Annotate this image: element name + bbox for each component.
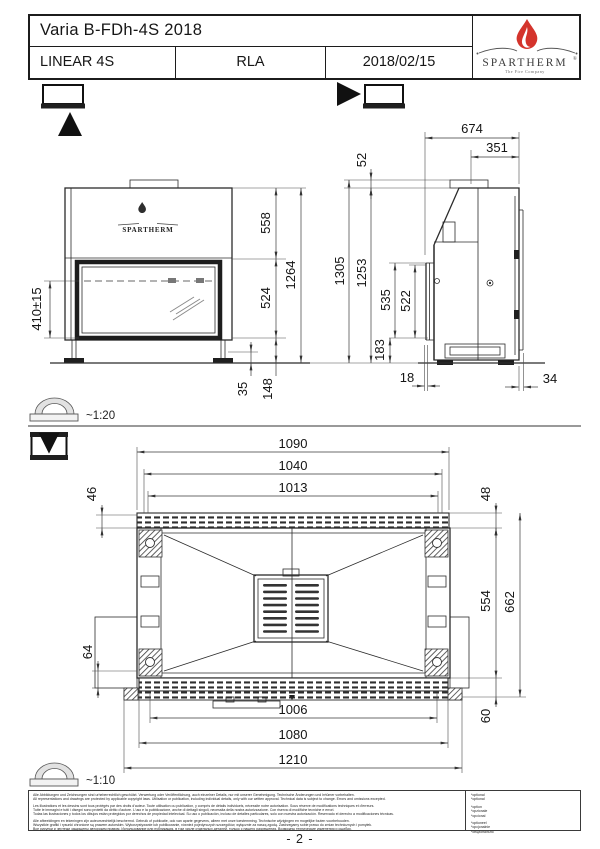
dim-label: 52 (354, 152, 369, 168)
dim-label: 1006 (278, 702, 308, 717)
brand-tagline: The Fire Company (505, 69, 545, 74)
dim-label: 554 (478, 590, 493, 612)
disclaimer-line: Alle afbeeldingen en tekeningen zijn auteursrechtelijk beschermd. Gebruik of publicatie, ook van aparte gegevens, alleen met onze toestemming. Technische wijzigingen en mogelijke fouten voorbehouden. (33, 818, 350, 823)
front-view-dimensions (29, 188, 306, 400)
scale-label-upper: ~1:20 (86, 410, 116, 422)
view-direction-top-icon (30, 432, 68, 460)
dim-label: 1253 (354, 258, 369, 288)
dim-label: 558 (258, 212, 273, 234)
optional-notes (465, 791, 580, 834)
dim-label: 60 (478, 708, 493, 724)
disclaimer-line: Все рисунки и чертежи защищены авторским правом. Использование или публикация, в том числе отдельных деталей, только с нашего разрешения. Возможны технические изменения и ошибки. (33, 827, 352, 832)
dim-label: 148 (260, 378, 275, 400)
revision-date: 2018/02/15 (362, 54, 436, 70)
front-logo (118, 202, 178, 234)
model-name: LINEAR 4S (30, 47, 176, 78)
dim-label: 48 (478, 486, 493, 502)
dim-label: 1080 (278, 727, 308, 742)
dim-label: 662 (502, 591, 517, 613)
note-line: *opcional (471, 813, 486, 818)
revision-code: RLA (176, 47, 326, 78)
disclaimer-line: Les illustrations et les dessins sont tous protégés par des droits d'auteur. Toute utilisation ou publication, y compris de détails individuels, nécessite notre autorisation. Sous réserve de modifications techniques et d'erreurs. (33, 803, 375, 808)
dim-label: 674 (461, 121, 483, 136)
scale-label-lower: ~1:10 (86, 775, 116, 787)
dim-label: 1090 (278, 436, 308, 451)
brand-name: SPARTHERM (482, 57, 568, 69)
plan-view (95, 513, 469, 708)
disclaimer-line: Alle Abbildungen und Zeichnungen sind urheberrechtlich geschützt. Verwertung oder Veröffentlichung, auch einzelner Details, nur mit unserer Genehmigung. Technische Änderungen und Irrtümer vorbehalten. (33, 793, 355, 797)
note-line: *опционально (471, 829, 494, 834)
legal-footer (28, 790, 581, 834)
registered-mark: ® (573, 57, 577, 62)
disclaimer-line: Todas las ilustraciones y todos los dibujos están protegidos por derechos de propiedad intelectual. Su uso o publicación, incluso de detalles particulares, solo con nuestra autorización. Reservado el derecho a modificaciones técnicas. (33, 812, 394, 817)
copyright-disclaimer (29, 791, 465, 830)
dim-label: 18 (399, 370, 415, 385)
note-line: *opcjonalnie (471, 825, 491, 830)
brand-logo (472, 16, 581, 78)
disclaimer-line: Wszystkie grafiki i rysunki chronione są prawem autorskim. Wykorzystywanie lub publikowanie, również pojedynczych szczegółów, wyłącznie za naszą zgodą. Zastrzegamy sobie prawo do zmian technicznych i pomyłek. (33, 823, 373, 828)
note-line: *optioneel (471, 821, 487, 826)
note-line: *optional (471, 793, 485, 797)
front-view (50, 180, 310, 363)
dim-label: 183 (372, 339, 387, 361)
note-line: *opzionale (471, 809, 488, 814)
dim-label: 35 (235, 381, 250, 397)
dim-label: 351 (486, 140, 508, 155)
dim-label: 1210 (278, 752, 308, 767)
scale-note-upper (30, 398, 115, 422)
air-grille-slots (263, 584, 319, 633)
dim-label: 535 (378, 289, 393, 311)
dim-label: 1305 (332, 256, 347, 286)
glass-reflection (170, 297, 204, 320)
note-line: *option (471, 804, 482, 809)
title-block (28, 14, 581, 80)
dim-label: 524 (258, 287, 273, 309)
scale-note-lower (30, 763, 115, 787)
dim-label: 34 (542, 371, 558, 386)
dim-label: 522 (398, 290, 413, 312)
front-logo-text: SPARTHERM (122, 226, 174, 234)
dim-label: 1013 (278, 480, 308, 495)
spartherm-logo-icon (473, 16, 581, 78)
dim-label: 410±15 (29, 287, 44, 331)
disclaimer-line: All representations and drawings are protected by applicable copyright laws. Utilisation or publication, including individual details, only with our written approval. Technical data is subject to change. Errors and omissions excepted. (33, 797, 386, 802)
dim-label: 1040 (278, 458, 308, 473)
disclaimer-line: Tutte le immagini e tutti i disegni sono protetti da diritto d'autore. L'uso e la pubblicazione, anche di dettagli singoli, necessita della nostra autorizzazione. Con riserva di modifiche tecniche e errori. (33, 808, 335, 813)
dim-label: 64 (80, 644, 95, 660)
page-title: Varia B-FDh-4S 2018 (30, 16, 472, 47)
view-direction-side-icon (341, 85, 405, 109)
view-direction-front-icon (41, 85, 85, 132)
note-line: *optional (471, 797, 485, 802)
dim-label: 46 (84, 486, 99, 502)
dim-label: 1264 (283, 260, 298, 290)
page-number: - 2 - (286, 832, 314, 846)
